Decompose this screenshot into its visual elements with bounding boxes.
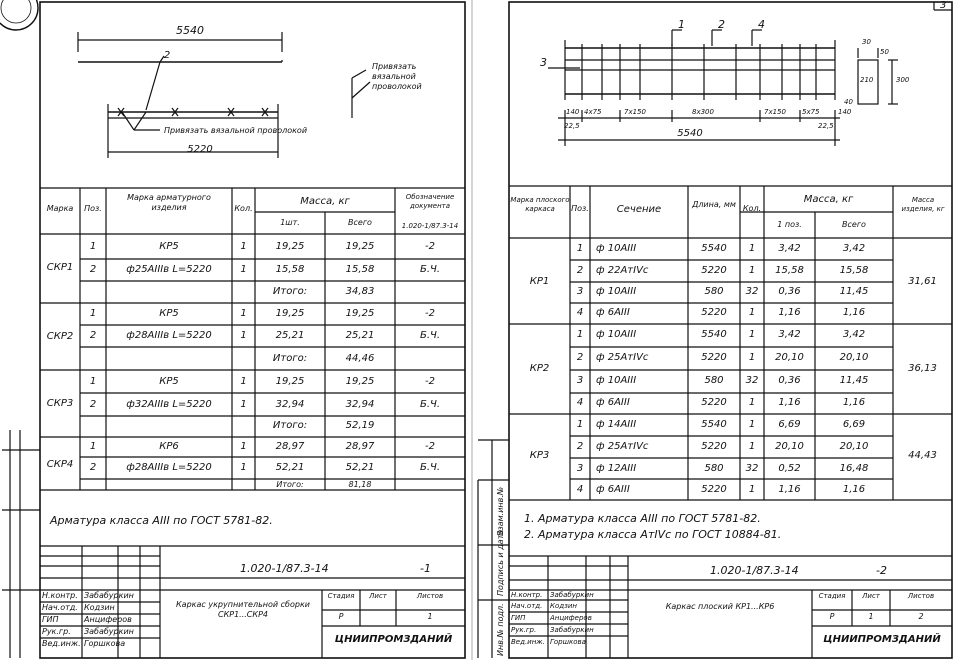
left-cell-pos: 1	[89, 308, 97, 319]
stamp-role: ГИП	[42, 615, 59, 624]
right-cell-pos: 2	[576, 441, 584, 452]
left-cell-total-label: Итого:	[276, 480, 304, 489]
left-cell-qty: 1	[240, 308, 247, 319]
left-cell-total-value: 44,46	[345, 353, 375, 364]
right-group-item-mass: 36,13	[908, 363, 937, 374]
left-cell-pos: 2	[89, 330, 97, 341]
right-col-mark: Марка плоского каркаса	[510, 196, 570, 213]
left-round-seal	[0, 0, 38, 30]
right-cell-mass-total: 11,45	[839, 286, 869, 297]
right-stamp-org: ЦНИИПРОМЗДАНИЙ	[823, 634, 941, 645]
left-note-wire-right: Привязать вязальной проволокой	[372, 62, 422, 91]
right-cell-mass-total: 3,42	[842, 243, 866, 254]
right-cell-qty: 1	[748, 265, 756, 276]
right-cell-qty: 1	[748, 441, 756, 452]
right-cell-mass-one: 3,42	[778, 243, 801, 254]
right-cell-section: ф 12АIII	[596, 463, 637, 474]
right-section-dim: 30	[862, 38, 871, 46]
right-cell-section: ф 6АIII	[596, 397, 630, 408]
right-group-mark: КР1	[529, 276, 550, 287]
right-cell-pos: 3	[576, 463, 584, 474]
right-col-mass-total: Всего	[842, 220, 866, 229]
right-callout: 3	[540, 56, 547, 69]
right-cell-section: ф 10АIII	[596, 375, 637, 386]
right-callout: 2	[718, 18, 725, 31]
stamp-person: Анциферов	[550, 614, 592, 622]
right-note: 2. Арматура класса АтIVс по ГОСТ 10884-81.	[524, 528, 782, 541]
right-cell-qty: 1	[748, 397, 756, 408]
left-cell-doc: Б.Ч.	[419, 264, 441, 275]
right-cell-mass-one: 1,16	[778, 397, 801, 408]
left-cell-mass-total: 52,21	[345, 462, 375, 473]
left-cell-total-label: Итого:	[272, 286, 308, 297]
right-cell-length: 5220	[701, 484, 727, 495]
right-cell-qty: 1	[748, 243, 756, 254]
right-cell-length: 5220	[701, 352, 727, 363]
right-cell-pos: 3	[576, 375, 584, 386]
right-cell-mass-total: 15,58	[839, 265, 869, 276]
left-cell-mass-one: 15,58	[275, 264, 305, 275]
stamp-person: Забабуркин	[84, 627, 134, 636]
left-cell-doc: Б.Ч.	[419, 399, 441, 410]
right-cell-mass-total: 1,16	[842, 397, 866, 408]
left-cell-pos: 2	[89, 462, 97, 473]
right-cell-pos: 1	[576, 243, 584, 254]
right-cell-mass-total: 11,45	[839, 375, 869, 386]
left-cell-qty: 1	[240, 462, 247, 473]
right-stamp-sheets-label: Листов	[907, 592, 935, 600]
right-cell-mass-one: 0,36	[778, 375, 801, 386]
right-cell-qty: 32	[745, 463, 759, 474]
left-cell-total-value: 81,18	[348, 480, 372, 489]
right-col-pos: Поз.	[571, 204, 589, 213]
left-stamp-stage: Р	[338, 612, 344, 621]
left-cell-item: КР5	[159, 308, 179, 319]
left-cell-mass-total: 19,25	[345, 308, 375, 319]
left-cell-mass-one: 25,21	[275, 330, 305, 341]
right-cell-length: 580	[704, 286, 724, 297]
stamp-role: Нач.отд.	[511, 602, 543, 610]
right-cell-length: 5220	[701, 397, 727, 408]
right-cell-mass-one: 1,16	[778, 307, 801, 318]
left-cell-doc: -2	[425, 241, 435, 252]
stamp-person: Кодзин	[550, 602, 577, 610]
right-cell-section: ф 22АтIVс	[596, 265, 649, 276]
stamp-person: Горшкова	[550, 638, 586, 646]
right-note: 1. Арматура класса АIII по ГОСТ 5781-82.	[524, 512, 761, 525]
right-cell-length: 580	[704, 463, 724, 474]
left-cell-mass-one: 19,25	[275, 241, 305, 252]
left-col-doc-code: 1.020-1/87.3-14	[401, 222, 459, 230]
right-section-dim: 300	[896, 76, 910, 84]
left-cell-total-label: Итого:	[272, 420, 308, 431]
right-dim: 4х75	[584, 108, 602, 116]
right-cell-section: ф 10АIII	[596, 243, 637, 254]
right-dim: 140	[838, 108, 852, 116]
right-cell-mass-one: 20,10	[775, 352, 804, 363]
left-stamp-code: 1.020-1/87.3-14	[240, 562, 329, 575]
right-cell-qty: 1	[748, 484, 756, 495]
left-cell-mass-one: 52,21	[275, 462, 305, 473]
right-section-dim: 210	[860, 76, 874, 84]
left-cell-pos: 1	[89, 376, 97, 387]
right-cell-length: 580	[704, 375, 724, 386]
right-cell-qty: 1	[748, 352, 756, 363]
right-cell-mass-one: 0,52	[778, 463, 801, 474]
left-note: Арматура класса АIII по ГОСТ 5781-82.	[50, 514, 273, 527]
right-cell-pos: 4	[576, 484, 584, 495]
right-cell-pos: 1	[576, 329, 584, 340]
right-cell-section: ф 25АтIVс	[596, 441, 649, 452]
left-stamp-stage-label: Стадия	[327, 592, 355, 600]
right-cell-mass-total: 20,10	[839, 441, 869, 452]
left-cell-mass-one: 32,94	[275, 399, 305, 410]
right-col-qty: Кол.	[742, 204, 762, 213]
stamp-person: Забабуркин	[550, 626, 594, 634]
stamp-person: Горшкова	[84, 639, 126, 648]
right-dim-left: 22,5	[564, 122, 580, 130]
left-cell-item: ф32АIIIв L=5220	[126, 399, 212, 410]
right-cell-section: ф 10АIII	[596, 286, 637, 297]
stamp-role: Вед.инж.	[42, 639, 81, 648]
right-cell-section: ф 14АIII	[596, 419, 637, 430]
stamp-role: Н.контр.	[42, 591, 78, 600]
left-group-mark: СКР2	[46, 331, 74, 342]
left-cell-item: КР5	[159, 376, 179, 387]
right-cell-mass-total: 1,16	[842, 484, 866, 495]
right-cell-qty: 1	[748, 307, 756, 318]
left-cell-doc: -2	[425, 441, 435, 452]
right-col-length: Длина, мм	[692, 200, 736, 209]
left-stamp-title: Каркас укрупнительной сборки СКР1...СКР4	[176, 600, 310, 619]
left-col-doc: Обозначение документа	[405, 193, 455, 210]
left-note-wire-bottom: Привязать вязальной проволокой	[164, 126, 308, 135]
right-cell-mass-one: 1,16	[778, 484, 801, 495]
left-cell-item: ф25АIIIв L=5220	[126, 264, 212, 275]
right-cell-pos: 2	[576, 265, 584, 276]
right-col-item-mass: Масса изделия, кг	[901, 196, 945, 213]
left-cell-total-value: 52,19	[345, 420, 375, 431]
right-cell-section: ф 6АIII	[596, 307, 630, 318]
left-cell-qty: 1	[240, 241, 247, 252]
right-cell-mass-one: 6,69	[778, 419, 801, 430]
right-cell-mass-total: 20,10	[839, 352, 869, 363]
right-col-mass-one: 1 поз.	[777, 220, 802, 229]
left-cell-doc: -2	[425, 308, 435, 319]
left-cell-total-label: Итого:	[272, 353, 308, 364]
right-section-dim: 50	[880, 48, 889, 56]
left-cell-qty: 1	[240, 330, 247, 341]
side-strip-label: Инв.№ подл.	[496, 603, 505, 656]
left-cell-item: КР6	[159, 441, 179, 452]
left-col-mass: Масса, кг	[300, 196, 350, 207]
left-cell-mass-total: 25,21	[345, 330, 375, 341]
right-cell-pos: 2	[576, 352, 584, 363]
left-cell-mass-one: 19,25	[275, 308, 305, 319]
right-cell-mass-total: 1,16	[842, 307, 866, 318]
right-stamp-code: 1.020-1/87.3-14	[710, 564, 799, 577]
right-dim: 8х300	[692, 108, 714, 116]
right-group-mark: КР2	[529, 363, 550, 374]
stamp-person: Забабуркин	[84, 591, 134, 600]
left-col-mark: Марка	[46, 204, 74, 213]
right-cell-length: 5220	[701, 441, 727, 452]
right-group-item-mass: 44,43	[908, 450, 937, 461]
right-stamp-suffix: -2	[876, 564, 887, 577]
right-callout: 1	[678, 18, 685, 31]
right-cell-pos: 4	[576, 397, 584, 408]
right-col-mass: Масса, кг	[803, 194, 854, 205]
left-group-mark: СКР1	[46, 262, 74, 273]
left-cell-item: ф28АIIIв L=5220	[126, 462, 212, 473]
side-strip-label: Подпись и дата	[496, 529, 505, 596]
right-dim: 7х150	[764, 108, 786, 116]
left-cell-pos: 1	[89, 241, 97, 252]
right-cell-length: 5540	[701, 243, 727, 254]
left-cell-mass-total: 28,97	[345, 441, 375, 452]
stamp-person: Кодзин	[84, 603, 115, 612]
left-group-mark: СКР3	[46, 398, 74, 409]
right-cell-qty: 32	[745, 375, 759, 386]
right-col-section: Сечение	[616, 204, 662, 215]
right-cell-mass-total: 16,48	[839, 463, 869, 474]
right-cell-length: 5220	[701, 307, 727, 318]
right-cell-mass-one: 0,36	[778, 286, 801, 297]
right-callout: 4	[758, 18, 765, 31]
right-cell-section: ф 6АIII	[596, 484, 630, 495]
left-stamp-sheets-label: Листов	[416, 592, 444, 600]
right-cell-mass-one: 15,58	[775, 265, 804, 276]
left-cell-qty: 1	[240, 264, 247, 275]
left-cell-mass-one: 28,97	[275, 441, 305, 452]
right-cell-pos: 4	[576, 307, 584, 318]
left-cell-doc: Б.Ч.	[419, 330, 441, 341]
right-cell-mass-one: 3,42	[778, 329, 801, 340]
right-stamp-sheet: 1	[868, 612, 874, 621]
left-cell-mass-total: 15,58	[345, 264, 375, 275]
left-cell-item: ф28АIIIв L=5220	[126, 330, 212, 341]
left-cell-qty: 1	[240, 376, 247, 387]
left-cell-pos: 2	[89, 399, 97, 410]
right-cell-mass-total: 6,69	[842, 419, 866, 430]
right-cell-length: 5220	[701, 265, 727, 276]
right-stamp-sheets: 2	[918, 612, 924, 621]
right-cell-mass-total: 3,42	[842, 329, 866, 340]
right-dim: 140	[566, 108, 580, 116]
left-col-item-mark: Марка арматурного изделия	[127, 193, 211, 212]
left-col-mass-total: Всего	[348, 218, 372, 227]
left-cell-mass-total: 32,94	[345, 399, 375, 410]
stamp-role: Вед.инж.	[511, 638, 545, 646]
left-group-mark: СКР4	[46, 459, 74, 470]
stamp-person: Забабуркин	[550, 591, 594, 599]
right-stamp-stage: Р	[829, 612, 835, 621]
left-col-qty: Кол.	[234, 204, 253, 213]
right-page-number: 3	[940, 0, 947, 11]
right-cell-length: 5540	[701, 419, 727, 430]
left-col-pos: Поз.	[84, 204, 102, 213]
left-dim-5220: 5220	[187, 144, 213, 155]
left-cell-mass-total: 19,25	[345, 241, 375, 252]
left-dim-5540: 5540	[176, 24, 204, 37]
right-cell-mass-one: 20,10	[775, 441, 804, 452]
stamp-role: ГИП	[511, 614, 526, 622]
left-cell-doc: -2	[425, 376, 435, 387]
right-cell-length: 5540	[701, 329, 727, 340]
right-cell-qty: 32	[745, 286, 759, 297]
left-cell-mass-total: 19,25	[345, 376, 375, 387]
left-cell-qty: 1	[240, 399, 247, 410]
right-dim-total: 5540	[677, 128, 703, 139]
left-stamp-suffix: -1	[420, 562, 431, 575]
right-cell-section: ф 25АтIVс	[596, 352, 649, 363]
left-cell-pos: 2	[89, 264, 97, 275]
stamp-role: Нач.отд.	[42, 603, 78, 612]
left-cell-doc: Б.Ч.	[419, 462, 441, 473]
right-dim-right: 22,5	[818, 122, 834, 130]
right-stamp-title: Каркас плоский КР1...КР6	[665, 602, 775, 611]
stamp-role: Рук.гр.	[511, 626, 537, 634]
right-section-dim: 40	[844, 98, 853, 106]
left-stamp-sheets: 1	[427, 612, 433, 621]
right-group-mark: КР3	[529, 450, 550, 461]
left-cell-qty: 1	[240, 441, 247, 452]
stamp-person: Анциферов	[84, 615, 132, 624]
left-cell-total-value: 34,83	[345, 286, 375, 297]
side-strip-label: Взам.инв.№	[496, 486, 505, 536]
left-cell-item: КР5	[159, 241, 179, 252]
right-stamp-stage-label: Стадия	[818, 592, 846, 600]
right-stamp-sheet-label: Лист	[862, 592, 880, 600]
left-cell-mass-one: 19,25	[275, 376, 305, 387]
left-stamp-sheet-label: Лист	[369, 592, 387, 600]
right-cell-pos: 3	[576, 286, 584, 297]
right-cell-pos: 1	[576, 419, 584, 430]
stamp-role: Н.контр.	[511, 591, 543, 599]
right-group-item-mass: 31,61	[908, 276, 937, 287]
right-cell-qty: 1	[748, 419, 756, 430]
right-cell-section: ф 10АIII	[596, 329, 637, 340]
left-cell-pos: 1	[89, 441, 97, 452]
left-stamp-org: ЦНИИПРОМЗДАНИЙ	[334, 634, 453, 645]
right-cell-qty: 1	[748, 329, 756, 340]
stamp-role: Рук.гр.	[42, 627, 71, 636]
left-col-mass-one: 1шт.	[280, 218, 300, 227]
right-dim: 5х75	[802, 108, 820, 116]
right-dim: 7х150	[624, 108, 646, 116]
left-pos-callout: 2	[163, 50, 171, 61]
